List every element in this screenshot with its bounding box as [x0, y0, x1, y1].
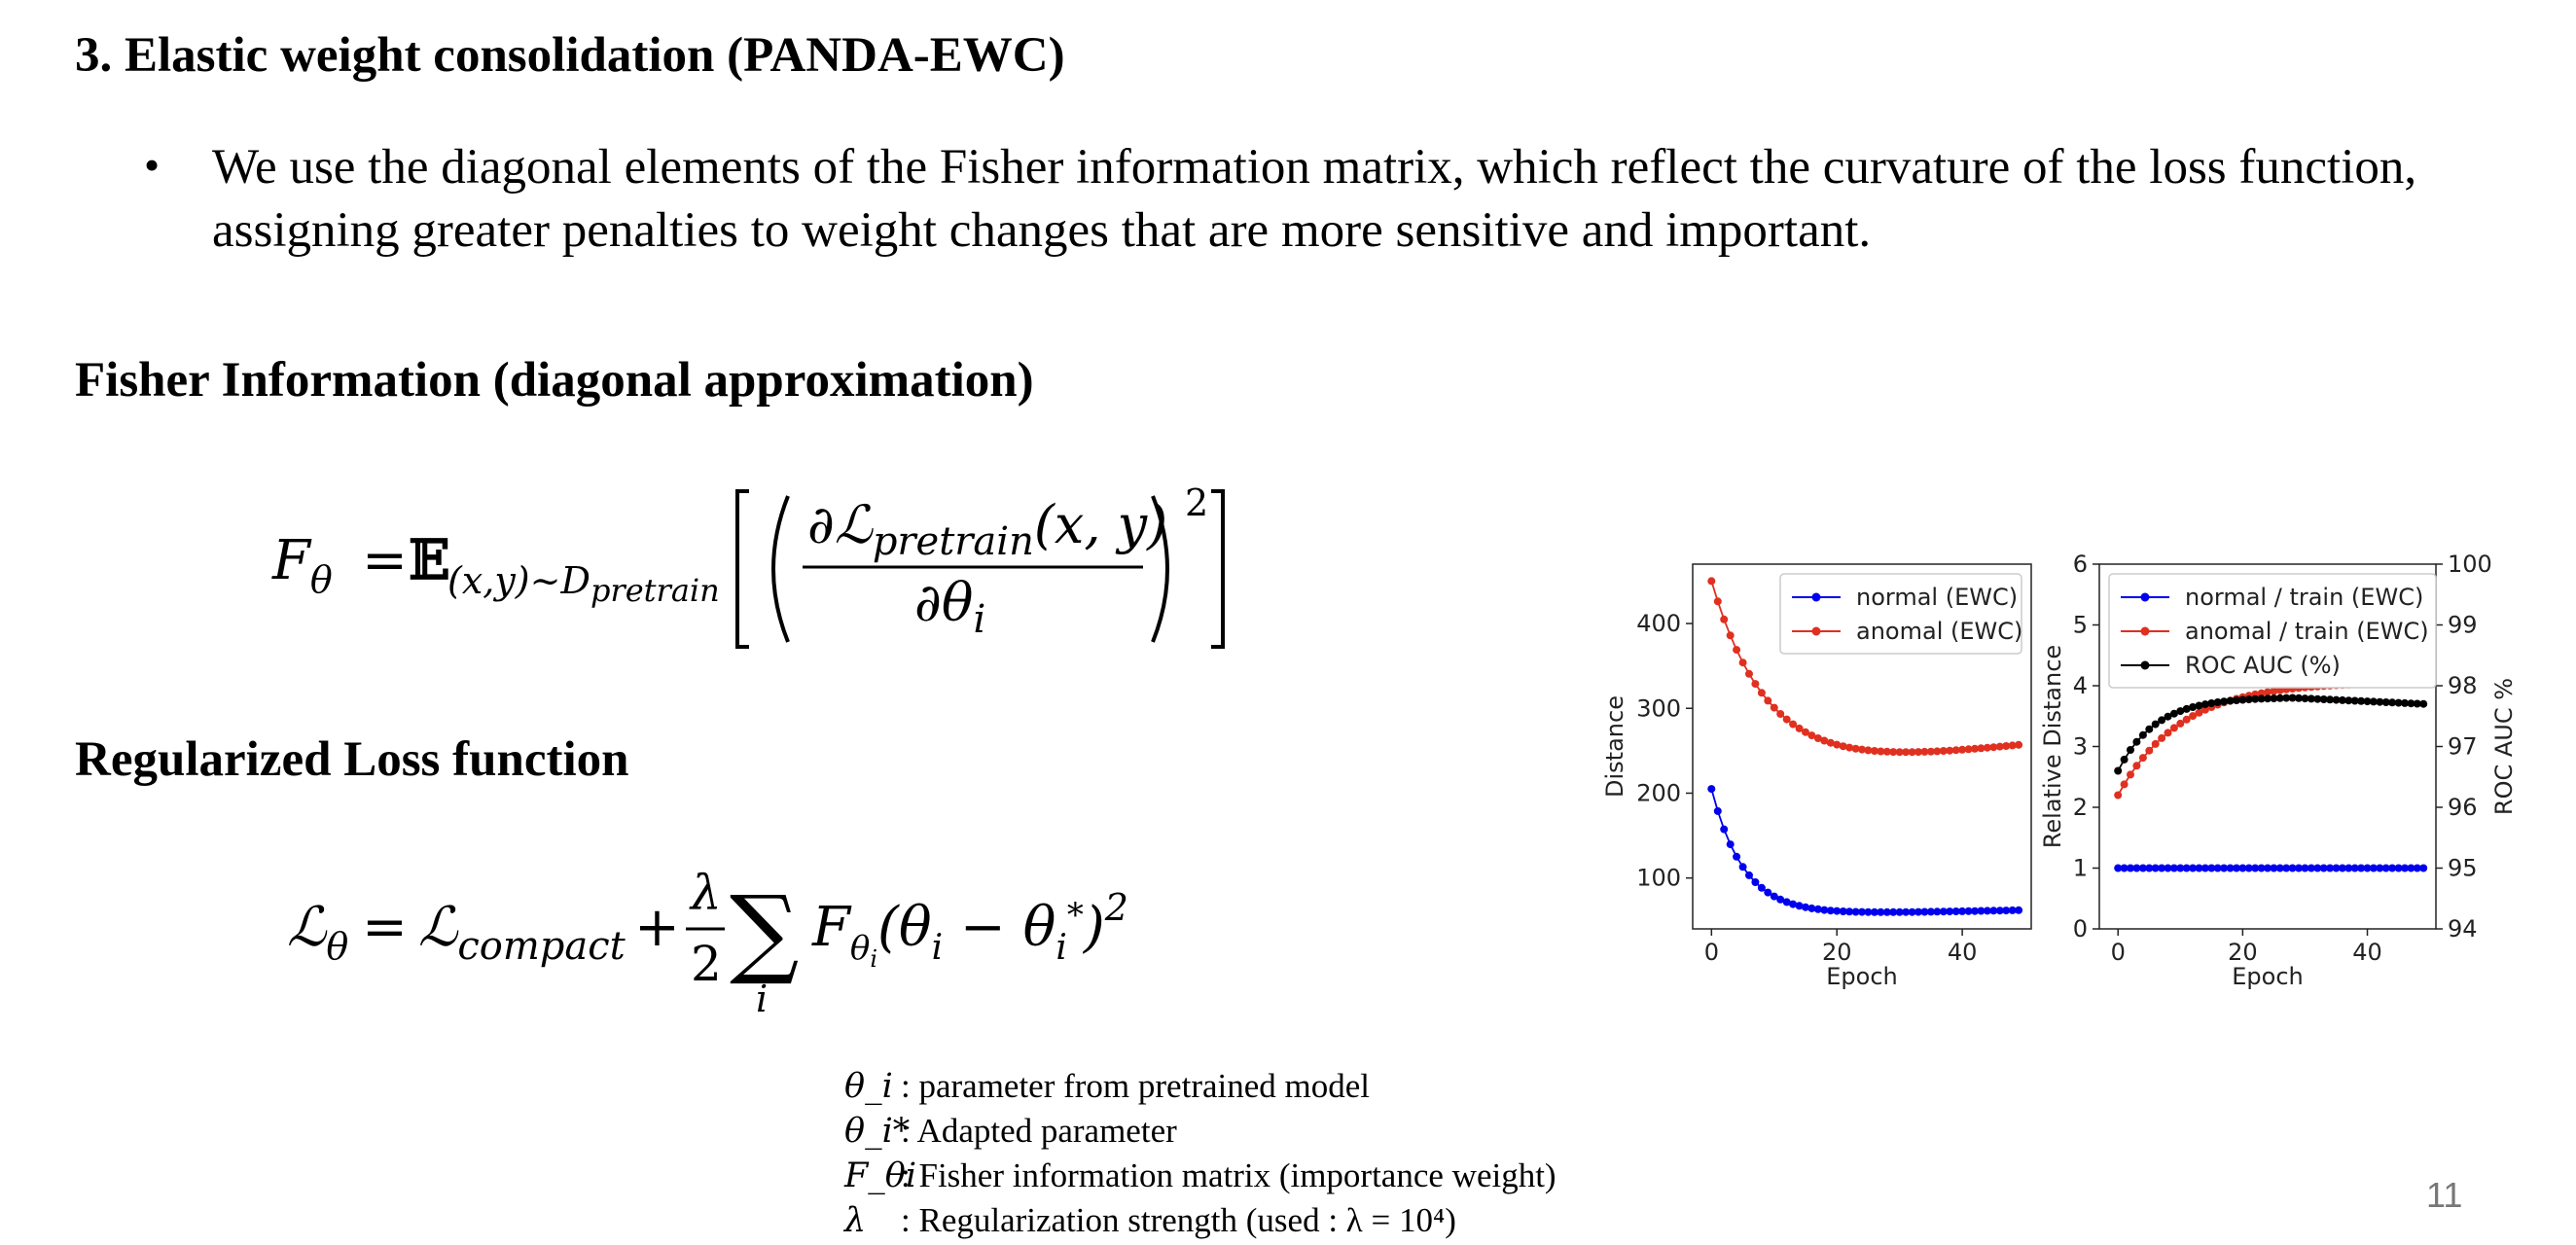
data-point: [2132, 738, 2140, 746]
x-tick-label: 20: [1821, 939, 1852, 966]
svg-text:2: 2: [691, 936, 722, 992]
svg-text:=: =: [362, 529, 408, 592]
series-normal-train-ewc-: [2114, 865, 2427, 872]
legend-label: normal (EWC): [1856, 584, 2019, 611]
data-point: [2114, 792, 2122, 800]
series-line: [2118, 698, 2423, 771]
definition-text: : parameter from pretrained model: [901, 1067, 1371, 1105]
data-point: [2139, 731, 2147, 739]
legend-label: ROC AUC (%): [2185, 652, 2341, 679]
definitions-list: [844, 1064, 1556, 1243]
legend-label: anomal (EWC): [1856, 618, 2023, 645]
x-tick-label: 0: [1703, 939, 1719, 966]
definition-symbol: θ_i: [844, 1067, 893, 1106]
data-point: [2015, 907, 2022, 914]
y-right-tick-label: 98: [2448, 672, 2478, 699]
legend-swatch-marker: [2141, 627, 2150, 636]
definition-item: [844, 1154, 1556, 1198]
series-normal-ewc-: [1707, 785, 2022, 916]
data-point: [1707, 785, 1715, 793]
definition-symbol: F_θi: [844, 1156, 917, 1195]
data-point: [2121, 780, 2129, 788]
y-tick-label: 400: [1636, 610, 1681, 638]
fisher-equation: [253, 467, 1245, 661]
definition-symbol: θ_i*: [844, 1112, 911, 1151]
data-point: [1739, 863, 1747, 871]
y-tick-label: 3: [2072, 732, 2088, 761]
data-point: [1751, 878, 1759, 886]
data-point: [2139, 754, 2147, 762]
data-point: [2015, 741, 2022, 749]
fisher-heading: Fisher Information (diagonal approximation): [75, 353, 1034, 408]
y-tick-label: 200: [1636, 779, 1681, 807]
data-point: [1764, 696, 1771, 704]
definition-item: [844, 1198, 1556, 1243]
svg-text:λ: λ: [691, 865, 722, 921]
y-tick-label: 4: [2072, 672, 2088, 699]
data-point: [2127, 770, 2134, 778]
data-point: [1714, 597, 1722, 605]
chart-2: [2039, 551, 2518, 990]
svg-text:𝔼: 𝔼: [409, 528, 450, 592]
legend: [2109, 574, 2436, 688]
data-point: [1758, 884, 1766, 892]
data-point: [1727, 631, 1735, 639]
x-tick-label: 0: [2110, 939, 2126, 966]
y-right-tick-label: 94: [2448, 915, 2478, 943]
data-point: [1733, 646, 1740, 654]
legend-label: normal / train (EWC): [2185, 584, 2424, 611]
data-point: [2132, 762, 2140, 769]
data-point: [1745, 872, 1753, 879]
data-point: [2165, 729, 2172, 736]
data-point: [1783, 716, 1791, 724]
data-point: [1727, 840, 1735, 848]
data-point: [2419, 700, 2427, 708]
legend-swatch-marker: [1812, 593, 1821, 602]
definition-item: [844, 1109, 1556, 1154]
data-point: [1745, 670, 1753, 678]
data-point: [1720, 616, 1728, 623]
data-point: [2114, 767, 2122, 775]
data-point: [1751, 680, 1759, 688]
definition-text: : Adapted parameter: [901, 1112, 1177, 1150]
y-axis-label: Relative Distance: [2039, 644, 2066, 849]
data-point: [2121, 756, 2129, 764]
svg-text:=: =: [362, 896, 408, 959]
data-point: [1776, 710, 1784, 718]
definition-symbol: λ: [844, 1201, 867, 1240]
svg-text:Fθi(θi − θi*)2: $F_\theta i(\theta_i - \theta_i^*)^2$: [812, 886, 1128, 973]
y-tick-label: 2: [2072, 794, 2088, 821]
data-point: [1771, 704, 1778, 712]
charts-figure: [1595, 545, 2518, 992]
data-point: [1758, 689, 1766, 696]
svg-text:+: +: [634, 896, 680, 959]
y-right-tick-label: 99: [2448, 611, 2478, 639]
y-tick-label: 100: [1636, 864, 1681, 892]
x-axis-label: Epoch: [2232, 963, 2304, 990]
svg-text:i: i: [756, 978, 769, 1020]
data-point: [1714, 807, 1722, 815]
definition-text: : Fisher information matrix (importance weight): [901, 1156, 1556, 1194]
svg-text:∂ℒpretrain(x, y): ∂ℒ$_{pretrain}$(x, y): [807, 494, 1168, 564]
section-title: 3. Elastic weight consolidation (PANDA-EWC): [75, 28, 1065, 83]
y-right-tick-label: 95: [2448, 854, 2478, 882]
y-right-axis-label: ROC AUC %: [2490, 677, 2518, 816]
legend-label: anomal / train (EWC): [2185, 618, 2429, 645]
x-tick-label: 40: [1947, 939, 1978, 966]
bullet-point-icon: •: [144, 140, 161, 190]
y-right-tick-label: 96: [2448, 794, 2478, 821]
page-number: 11: [2426, 1175, 2463, 1215]
data-point: [2152, 740, 2160, 748]
legend-swatch-marker: [1812, 627, 1821, 636]
data-point: [1707, 577, 1715, 585]
data-point: [2127, 746, 2134, 754]
svg-text:ℒθ: ℒ$_\theta$: [287, 896, 349, 968]
svg-text:∑: ∑: [730, 874, 800, 988]
series-line: [1711, 789, 2019, 912]
loss-heading: Regularized Loss function: [75, 732, 629, 787]
data-point: [2419, 865, 2427, 872]
y-tick-label: 1: [2072, 854, 2088, 882]
svg-text:ℒcompact: ℒ$_{compact}$: [418, 896, 626, 969]
y-tick-label: 6: [2072, 551, 2088, 578]
bullet-text: We use the diagonal elements of the Fisher information matrix, which reflect the curvature of the loss function, assigning greater penalties to weight changes that are more sensitive and important.: [212, 140, 2417, 258]
y-right-tick-label: 97: [2448, 732, 2478, 761]
data-point: [1720, 826, 1728, 834]
chart-1: [1601, 564, 2031, 990]
svg-text:∂θi: $\partial\theta_i$: [914, 572, 986, 642]
y-axis-label: Distance: [1601, 695, 1628, 798]
y-right-tick-label: 100: [2448, 551, 2492, 578]
data-point: [2145, 747, 2153, 755]
svg-text:(x,y)~Dpretrain: $(x,y)\sim D_{pretrain}$: [447, 559, 720, 609]
data-point: [1733, 853, 1740, 861]
y-tick-label: 300: [1636, 694, 1681, 723]
legend-swatch-marker: [2141, 593, 2150, 602]
x-axis-label: Epoch: [1826, 963, 1898, 990]
data-point: [1739, 658, 1747, 666]
svg-text:2: 2: [1185, 481, 1209, 524]
legend-swatch-marker: [2141, 661, 2150, 670]
svg-text:Fθ: $F_\theta$: [272, 529, 333, 601]
loss-equation: [272, 856, 1148, 1031]
legend: [1780, 574, 2022, 654]
data-point: [2158, 734, 2165, 742]
definition-item: [844, 1064, 1556, 1109]
data-point: [2145, 726, 2153, 733]
x-tick-label: 20: [2228, 939, 2258, 966]
y-tick-label: 0: [2072, 915, 2088, 943]
x-tick-label: 40: [2352, 939, 2382, 966]
definition-text: : Regularization strength (used : λ = 10⁴): [901, 1201, 1456, 1239]
y-tick-label: 5: [2072, 611, 2088, 639]
